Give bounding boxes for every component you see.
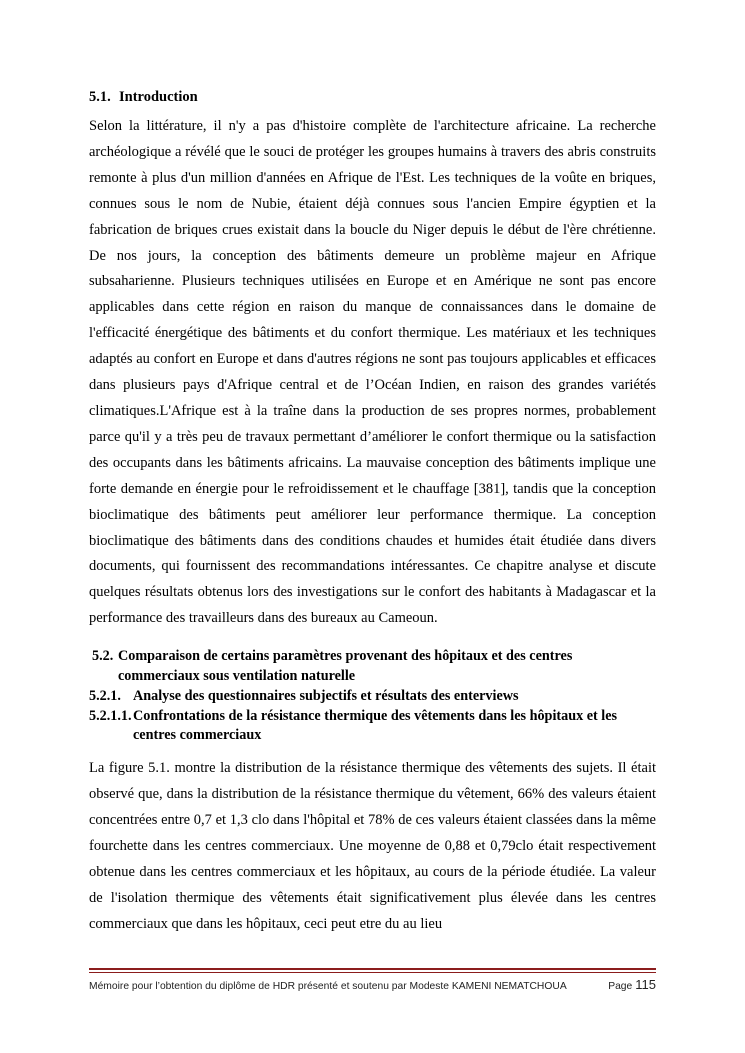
section-title: Introduction [119,89,198,105]
footer-text: Mémoire pour l’obtention du diplôme de HDR présenté et soutenu par Modeste KAMENI NEMATCHOUA [89,981,567,992]
introduction-paragraph: Selon la littérature, il n'y a pas d'histoire complète de l'architecture africaine. La recherche archéologique a révélé que le souci de protéger les groupes humains à travers des abris construits remonte à plus d'un million d'années en Afrique de l'Est. Les techniques de la voûte en briques, connues sous le nom de Nubie, étaient déjà connues sous l'ancien Empire égyptien et la fabrication de briques crues existait dans la boucle du Niger depuis le début de l'ère chrétienne. De nos jours, la conception des bâtiments demeure un problème majeur en Afrique subsaharienne. Plusieurs techniques utilisées en Europe et en Amérique ne sont pas encore applicables dans cette région en raison du manque de connaissances dans le domaine de l'efficacité énergétique des bâtiments et du confort thermique. Les matériaux et les techniques adaptés au confort en Europe et dans d'autres régions ne sont pas toujours applicables et efficaces dans plusieurs pays d'Afrique central et de l’Océan Indien, en raison des grandes variétés climatiques.L'Afrique est à la traîne dans la production de ses propres normes, probablement parce qu'il y a très peu de travaux permettant d’améliorer le confort thermique ou la satisfaction des occupants dans les bâtiments africains. La mauvaise conception des bâtiments implique une forte demande en énergie pour le refroidissement et le chauffage [381], tandis que la conception bioclimatique des bâtiments peut améliorer leur performance thermique. La conception bioclimatique des bâtiments dans des conditions chaudes et humides était étudiée dans divers documents, qui fournissent des recommandations intéressantes. Ce chapitre analyse et discute quelques résultats obtenus lors des investigations sur le confort des habitants à Madagascar et la performance des travailleurs dans des bureaux au Cameoun. [89,118,656,627]
section-title: Comparaison de certains paramètres provenant des hôpitaux et des centres commerciaux sous ventilation naturelle [118,648,573,684]
page-content [89,86,656,937]
section-5-1-heading [89,86,656,108]
section-number: 5.2. [92,648,114,665]
clothing-resistance-paragraph: La figure 5.1. montre la distribution de la résistance thermique des vêtements des sujets. Il était observé que, dans la distribution de la résistance thermique du vêtement, 66% des valeurs étaient concentrées entre 0,7 et 1,3 clo dans l'hôpital et 78% de ces valeurs étaient classées dans la même fourchette dans les centres commerciaux. Une moyenne de 0,88 et 0,79clo était respectivement obtenue dans les centres commerciaux et les hôpitaux, au cours de la période étudiée. La valeur de l'isolation thermique des vêtements était significativement plus élevée dans les centres commerciaux que dans les hôpitaux, ceci peut etre du au lieu [89,760,656,932]
section-5-2-1-1-heading [89,707,656,747]
footer-rule-thin [89,972,656,973]
footer-rule [89,968,656,970]
section-number: 5.2.1.1. [89,707,132,724]
section-number: 5.2.1. [89,687,121,704]
page-number: 115 [635,977,656,992]
page-footer [89,977,656,995]
page-label: Page [608,981,633,992]
page-indicator [608,977,656,992]
section-number: 5.1. [89,89,111,105]
section-5-2-1-heading [89,687,656,707]
section-title: Analyse des questionnaires subjectifs et résultats des enterviews [133,687,519,704]
section-5-2-heading [89,647,656,687]
section-title: Confrontations de la résistance thermique des vêtements dans les hôpitaux et les centres commerciaux [133,707,618,744]
